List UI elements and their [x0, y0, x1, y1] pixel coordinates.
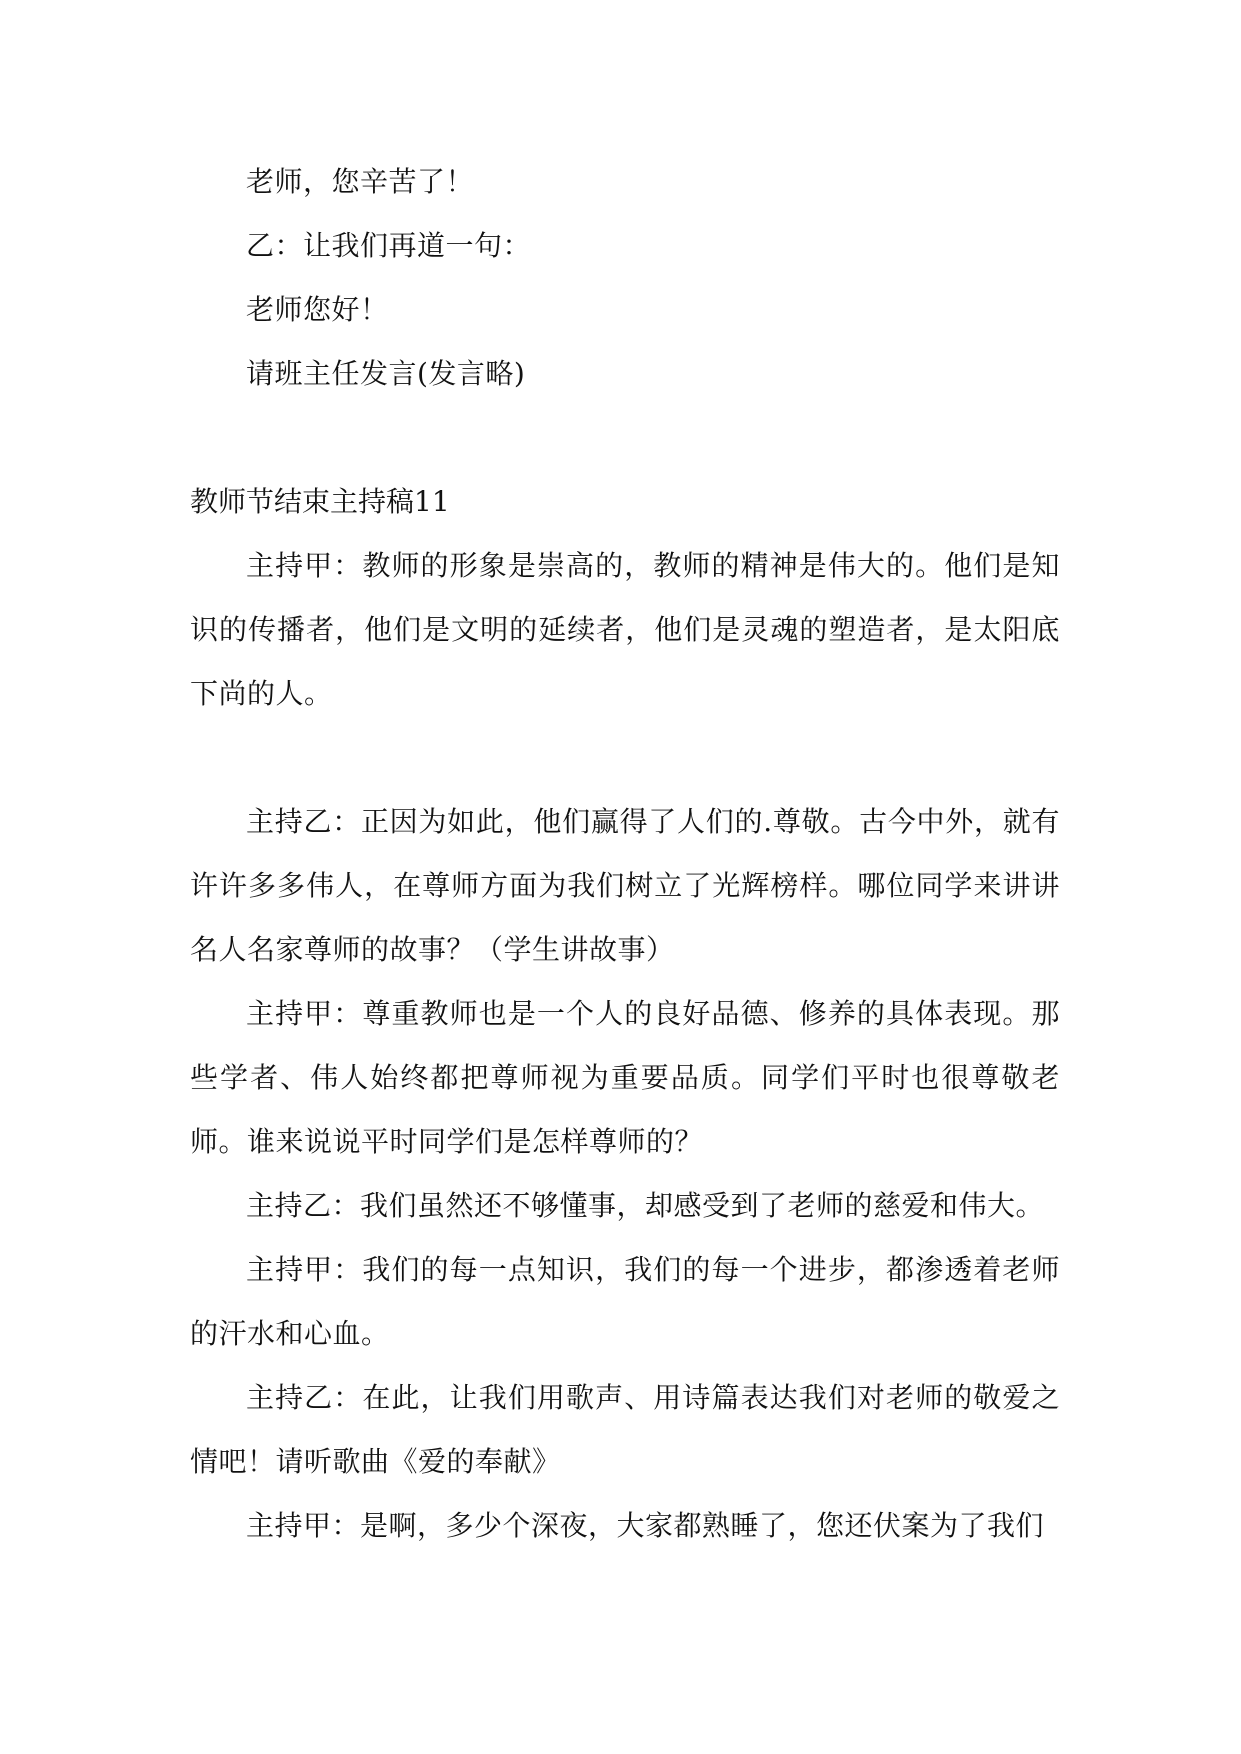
document-body	[190, 150, 1060, 1558]
spacer	[190, 406, 1060, 470]
paragraph: 主持甲：教师的形象是崇高的，教师的精神是伟大的。他们是知识的传播者，他们是文明的延续者，他们是灵魂的塑造者，是太阳底下尚的人。	[190, 549, 1060, 710]
spacer	[190, 726, 1060, 790]
section-title: 教师节结束主持稿11	[190, 485, 450, 518]
intro-line: 老师，您辛苦了！	[246, 165, 475, 198]
paragraph: 主持乙：正因为如此，他们赢得了人们的.尊敬。古今中外，就有许许多多伟人，在尊师方面为我们树立了光辉榜样。哪位同学来讲讲名人名家尊师的故事？（学生讲故事）	[190, 805, 1060, 966]
paragraph: 主持甲：是啊，多少个深夜，大家都熟睡了，您还伏案为了我们	[246, 1509, 1045, 1542]
paragraph: 主持乙：我们虽然还不够懂事，却感受到了老师的慈爱和伟大。	[246, 1189, 1045, 1222]
intro-line: 请班主任发言(发言略)	[246, 357, 526, 390]
intro-line: 老师您好！	[246, 293, 389, 326]
intro-line: 乙：让我们再道一句：	[246, 229, 532, 262]
paragraph: 主持甲：我们的每一点知识，我们的每一个进步，都渗透着老师的汗水和心血。	[190, 1253, 1060, 1350]
paragraph: 主持甲：尊重教师也是一个人的良好品德、修养的具体表现。那些学者、伟人始终都把尊师视为重要品质。同学们平时也很尊敬老师。谁来说说平时同学们是怎样尊师的？	[190, 997, 1060, 1158]
paragraph: 主持乙：在此，让我们用歌声、用诗篇表达我们对老师的敬爱之情吧！请听歌曲《爱的奉献》	[190, 1381, 1060, 1478]
